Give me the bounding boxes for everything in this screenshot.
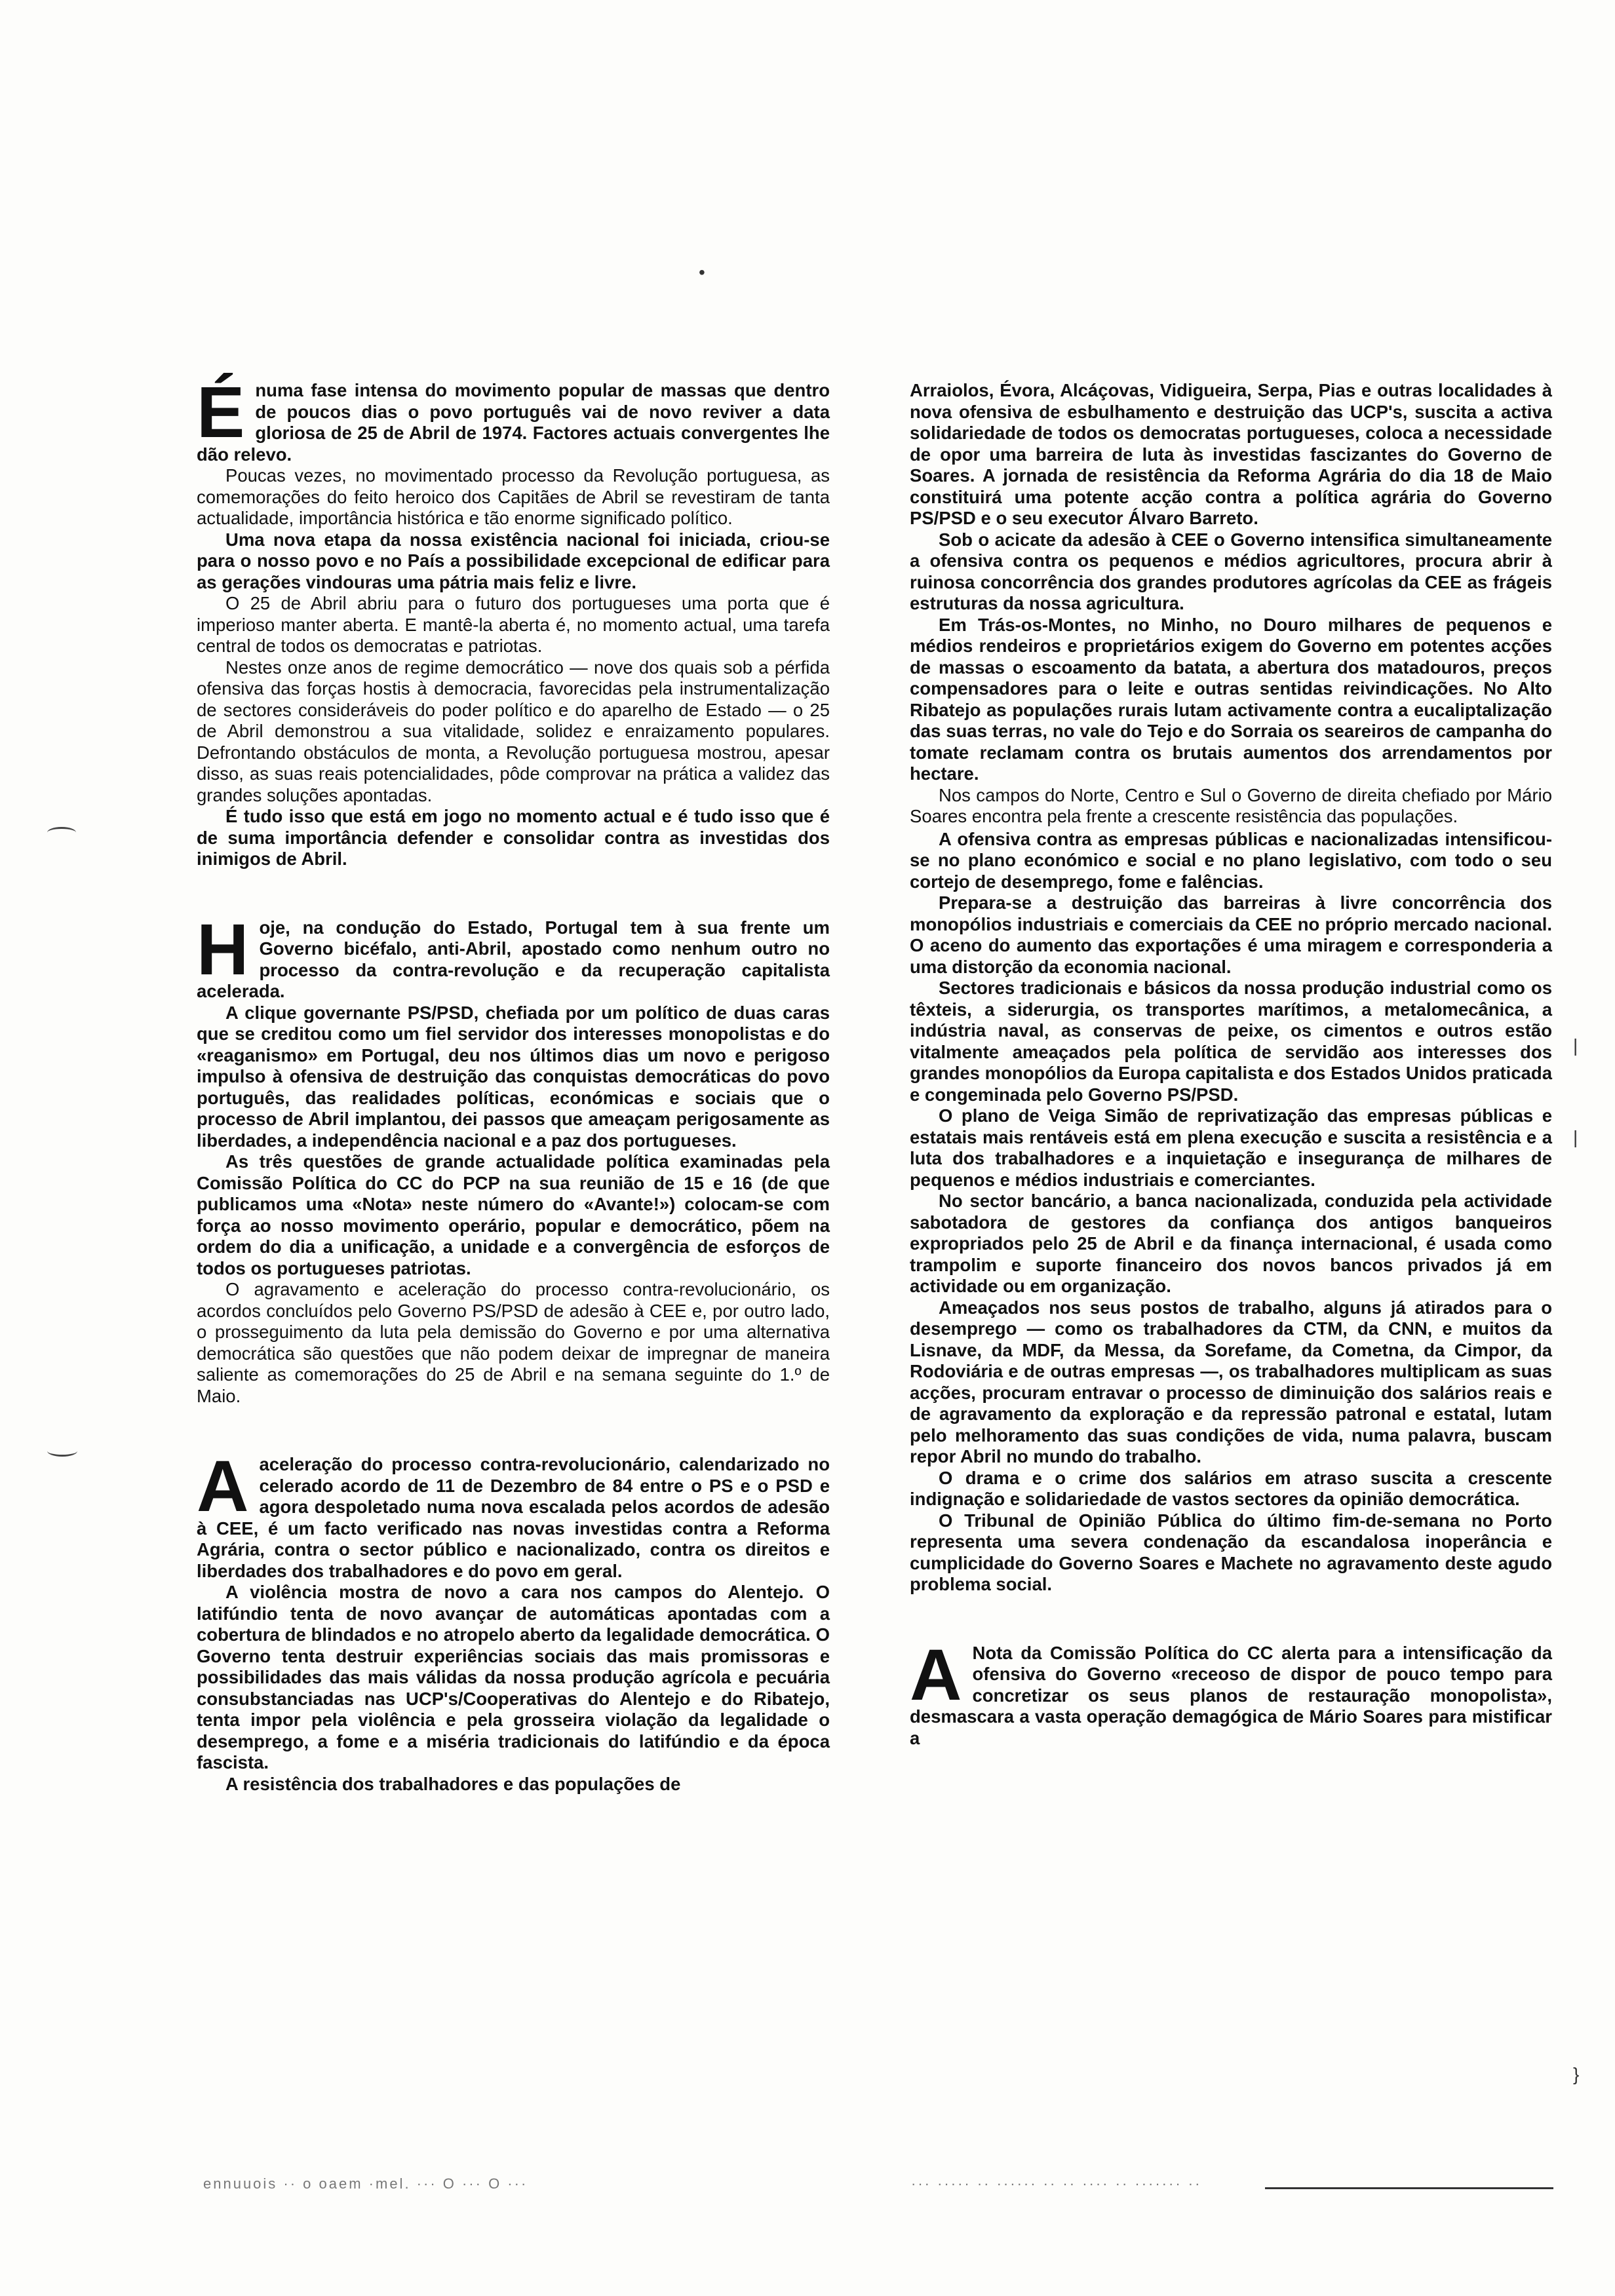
paragraph: Nestes onze anos de regime democrático — nove dos quais sob a pérfida ofensiva das forças hostis à democracia, favorecidas pela instrumentalização de sectores consideráveis do poder político e do aparelho de Estado — o 25 de Abril demonstrou a sua vitalidade, solidez e enraizamento populares. Defrontando obstáculos de monta, a Revolução portuguesa mostrou, apesar disso, as suas reais potencialidades, pôde comprovar na prática a validez das grandes soluções apontadas. xyxy=(197,657,830,805)
article-left-column xyxy=(197,372,830,1795)
section-governo-bicefalo xyxy=(197,909,830,1407)
stray-mark: • xyxy=(699,262,705,282)
paragraph: O 25 de Abril abriu para o futuro dos portugueses uma porta que é imperioso manter aberta. E mantê-la aberta é, no momento actual, uma tarefa central de todos os democratas e patriotas. xyxy=(197,593,830,656)
paragraph: A clique governante PS/PSD, chefiada por um político de duas caras que se creditou como um fiel servidor dos interesses monopolistas e do «reaganismo» em Portugal, deu nos últimos dias um novo e perigoso impulso à ofensiva de destruição das conquistas democráticas do povo português, das realidades políticas, económicas e sociais que o processo de Abril implantou, dei passos que ameaçam perigosamente as liberdades, a independência nacional e a paz dos portugueses. xyxy=(197,1002,830,1151)
cut-off-text-fragment: ··· ····· ·· ······ ·· ·· ···· ·· ······· ·· xyxy=(911,2175,1202,2192)
paragraph: A ofensiva contra as empresas públicas e nacionalizadas intensificou-se no plano económico e social e no plano legislativo, com todo o seu cortejo de desemprego, fome e falências. xyxy=(910,828,1552,892)
section-lead-paragraph: Aaceleração do processo contra-revolucionário, calendarizado no celerado acordo de 11 de Dezembro de 84 entre o PS e o PSD e agora despoletado numa nova escalada pelos acordos de adesão à CEE, é um facto verificado nas novas investidas contra a Reforma Agrária, contra o sector público e nacionalizado, contra os direitos e liberdades dos trabalhadores e do povo em geral. xyxy=(197,1446,830,1581)
paragraph: Poucas vezes, no movimentado processo da Revolução portuguesa, as comemorações do feito heroico dos Capitães de Abril se revestiram de tanta actualidade, importância histórica e tão enorme significado político. xyxy=(197,465,830,528)
margin-mark: | xyxy=(1573,1035,1578,1056)
paragraph: A resistência dos trabalhadores e das populações de xyxy=(225,1773,681,1794)
paragraph: A violência mostra de novo a cara nos campos do Alentejo. O latifúndio tenta de novo avançar de automáticas apontadas com a cobertura de blindados e no atropelo aberto da legalidade democrática. O Governo tenta destruir experiências sociais das mais promissoras e possibilidades das mais válidas da nossa produção agrícola e pecuária consubstanciadas nas UCP's/Cooperativas do Alentejo e do Ribatejo, tenta impor pela violência e pela grosseira violação da legalidade o desemprego, a fome e a miséria tradicionais do latifúndio e da época fascista. xyxy=(197,1582,830,1772)
margin-mark: } xyxy=(1573,2064,1580,2084)
paragraph: Prepara-se a destruição das barreiras à livre concorrência dos monopólios industriais e comerciais da CEE no próprio mercado nacional. O aceno do aumento das exportações é uma miragem e corresponderia a uma distorção da economia nacional. xyxy=(910,892,1552,977)
paragraph: Em Trás-os-Montes, no Minho, no Douro milhares de pequenos e médios rendeiros e proprietários exigem do Governo em potentes acções de massas o escoamento da batata, a abertura dos matadouros, preços compensadores para o leite e outras sentidas reivindicações. No Alto Ribatejo as populações rurais lutam activamente contra a eucaliptalização das suas terras, no vale do Tejo e do Sorraia os seareiros de campanha do tomate reclamam contra os brutais aumentos dos arrendamentos por hectare. xyxy=(910,614,1552,784)
paragraph: As três questões de grande actualidade política examinadas pela Comissão Política do CC do PCP na sua reunião de 15 e 16 (de que publicamos uma «Nota» neste número do «Avante!») colocam-se com força ao nosso movimento operário, popular e democrático, põem na ordem do dia a unificação, a unidade e a convergência de esforços de todos os portugueses patriotas. xyxy=(197,1151,830,1278)
paragraph: Sob o acicate da adesão à CEE o Governo intensifica simultaneamente a ofensiva contra os pequenos e médios agricultores, procura abrir à ruinosa concorrência dos grandes produtores agrícolas da CEE as frágeis estruturas da nossa agricultura. xyxy=(910,529,1552,613)
section-reforma-agraria xyxy=(910,380,1552,1596)
paragraph: O drama e o crime dos salários em atraso suscita a crescente indignação e solidariedade de vastos sectores da opinião democrática. xyxy=(910,1467,1552,1509)
paragraph: Uma nova etapa da nossa existência nacional foi iniciada, criou-se para o nosso povo e no País a possibilidade excepcional de edificar para as gerações vindouras uma pátria mais feliz e livre. xyxy=(197,529,830,592)
margin-tick-mark xyxy=(47,1445,77,1457)
section-nota-comissao xyxy=(910,1634,1552,1750)
section-lead-paragraph: ANota da Comissão Política do CC alerta para a intensificação da ofensiva do Governo «receoso de dispor de pouco tempo para concretizar os seus planos de restauração monopolista», desmascara a vasta operação demagógica de Mário Soares para mistificar a xyxy=(910,1634,1552,1748)
paragraph: É tudo isso que está em jogo no momento actual e é tudo isso que é de suma importância defender e consolidar contra as investidas dos inimigos de Abril. xyxy=(197,806,830,869)
paragraph: Ameaçados nos seus postos de trabalho, alguns já atirados para o desemprego — como os trabalhadores da CTM, da CNN, e muitos da Lisnave, da MDF, da Messa, da Sorefame, da Cometna, da Cimpor, da Rodoviária e de outras empresas —, os trabalhadores multiplicam as suas acções, procuram entravar o processo de diminuição dos salários reais e de agravamento da exploração e da repressão patronal e estatal, lutam pelo melhoramento das suas condições de vida, numa palavra, buscam repor Abril no mundo do trabalho. xyxy=(910,1297,1552,1466)
paragraph: O plano de Veiga Simão de reprivatização das empresas públicas e estatais mais rentáveis está em plena execução e suscita a resistência e a luta dos trabalhadores e a inquietação e insegurança de milhares de pequenos e médios industriais e comerciantes. xyxy=(910,1105,1552,1190)
paragraph: Sectores tradicionais e básicos da nossa produção industrial como os têxteis, a siderurgia, os transportes marítimos, a metalomecânica, a indústria naval, as conservas de peixe, os cimentos e outros estão vitalmente ameaçados pela política de servidão aos interesses dos grandes monopólios da Europa capitalista e dos Estados Unidos praticada e congeminada pelo Governo PS/PSD. xyxy=(910,978,1552,1105)
paragraph: Arraiolos, Évora, Alcáçovas, Vidigueira, Serpa, Pias e outras localidades à nova ofensiva de esbulhamento e destruição das UCP's, suscita a activa solidariedade de todos os democratas portugueses, coloca a necessidade de opor uma barreira de luta às investidas fascizantes do Governo de Soares. A jornada de resistência da Reforma Agrária do dia 18 de Maio constituirá uma potente acção contra a política agrária do Governo PS/PSD e o seu executor Álvaro Barreto. xyxy=(910,380,1552,528)
section-lead-paragraph: Hoje, na condução do Estado, Portugal tem à sua frente um Governo bicéfalo, anti-Abril, apostado como nenhum outro no processo da contra-revolução e da recuperação capitalista acelerada. xyxy=(197,909,830,1001)
bottom-rule xyxy=(1265,2187,1553,2189)
section-aceleracao xyxy=(197,1446,830,1795)
section-25-abril xyxy=(197,372,830,870)
paragraph: O Tribunal de Opinião Pública do último fim-de-semana no Porto representa uma severa condenação da escandalosa inoperância e cumplicidade do Governo Soares e Machete no agravamento deste agudo problema social. xyxy=(910,1510,1552,1594)
paragraph: O agravamento e aceleração do processo contra-revolucionário, os acordos concluídos pelo Governo PS/PSD de adesão à CEE e, por outro lado, o prosseguimento da luta pela demissão do Governo e por uma alternativa democrática são questões que não podem deixar de impregnar de maneira saliente as comemorações do 25 de Abril e na semana seguinte do 1.º de Maio. xyxy=(197,1279,830,1406)
article-right-column xyxy=(910,380,1552,1749)
section-lead-paragraph: Énuma fase intensa do movimento popular de massas que dentro de poucos dias o povo português vai de novo reviver a data gloriosa de 25 de Abril de 1974. Factores actuais convergentes lhe dão relevo. xyxy=(197,372,830,465)
margin-tick-mark xyxy=(47,827,76,838)
paragraph: No sector bancário, a banca nacionalizada, conduzida pela actividade sabotadora de gestores da confiança dos antigos banqueiros expropriados pelo 25 de Abril e da finança internacional, é usada como trampolim e suporte financeiro dos novos bancos privados já em actividade ou em organização. xyxy=(910,1191,1552,1296)
cut-off-text-fragment: ennuuois ·· o oaem ·mel. ··· O ··· O ··· xyxy=(203,2175,528,2192)
paragraph: Nos campos do Norte, Centro e Sul o Governo de direita chefiado por Mário Soares encontra pela frente a crescente resistência das populações. xyxy=(910,784,1552,826)
margin-mark: | xyxy=(1573,1127,1578,1147)
